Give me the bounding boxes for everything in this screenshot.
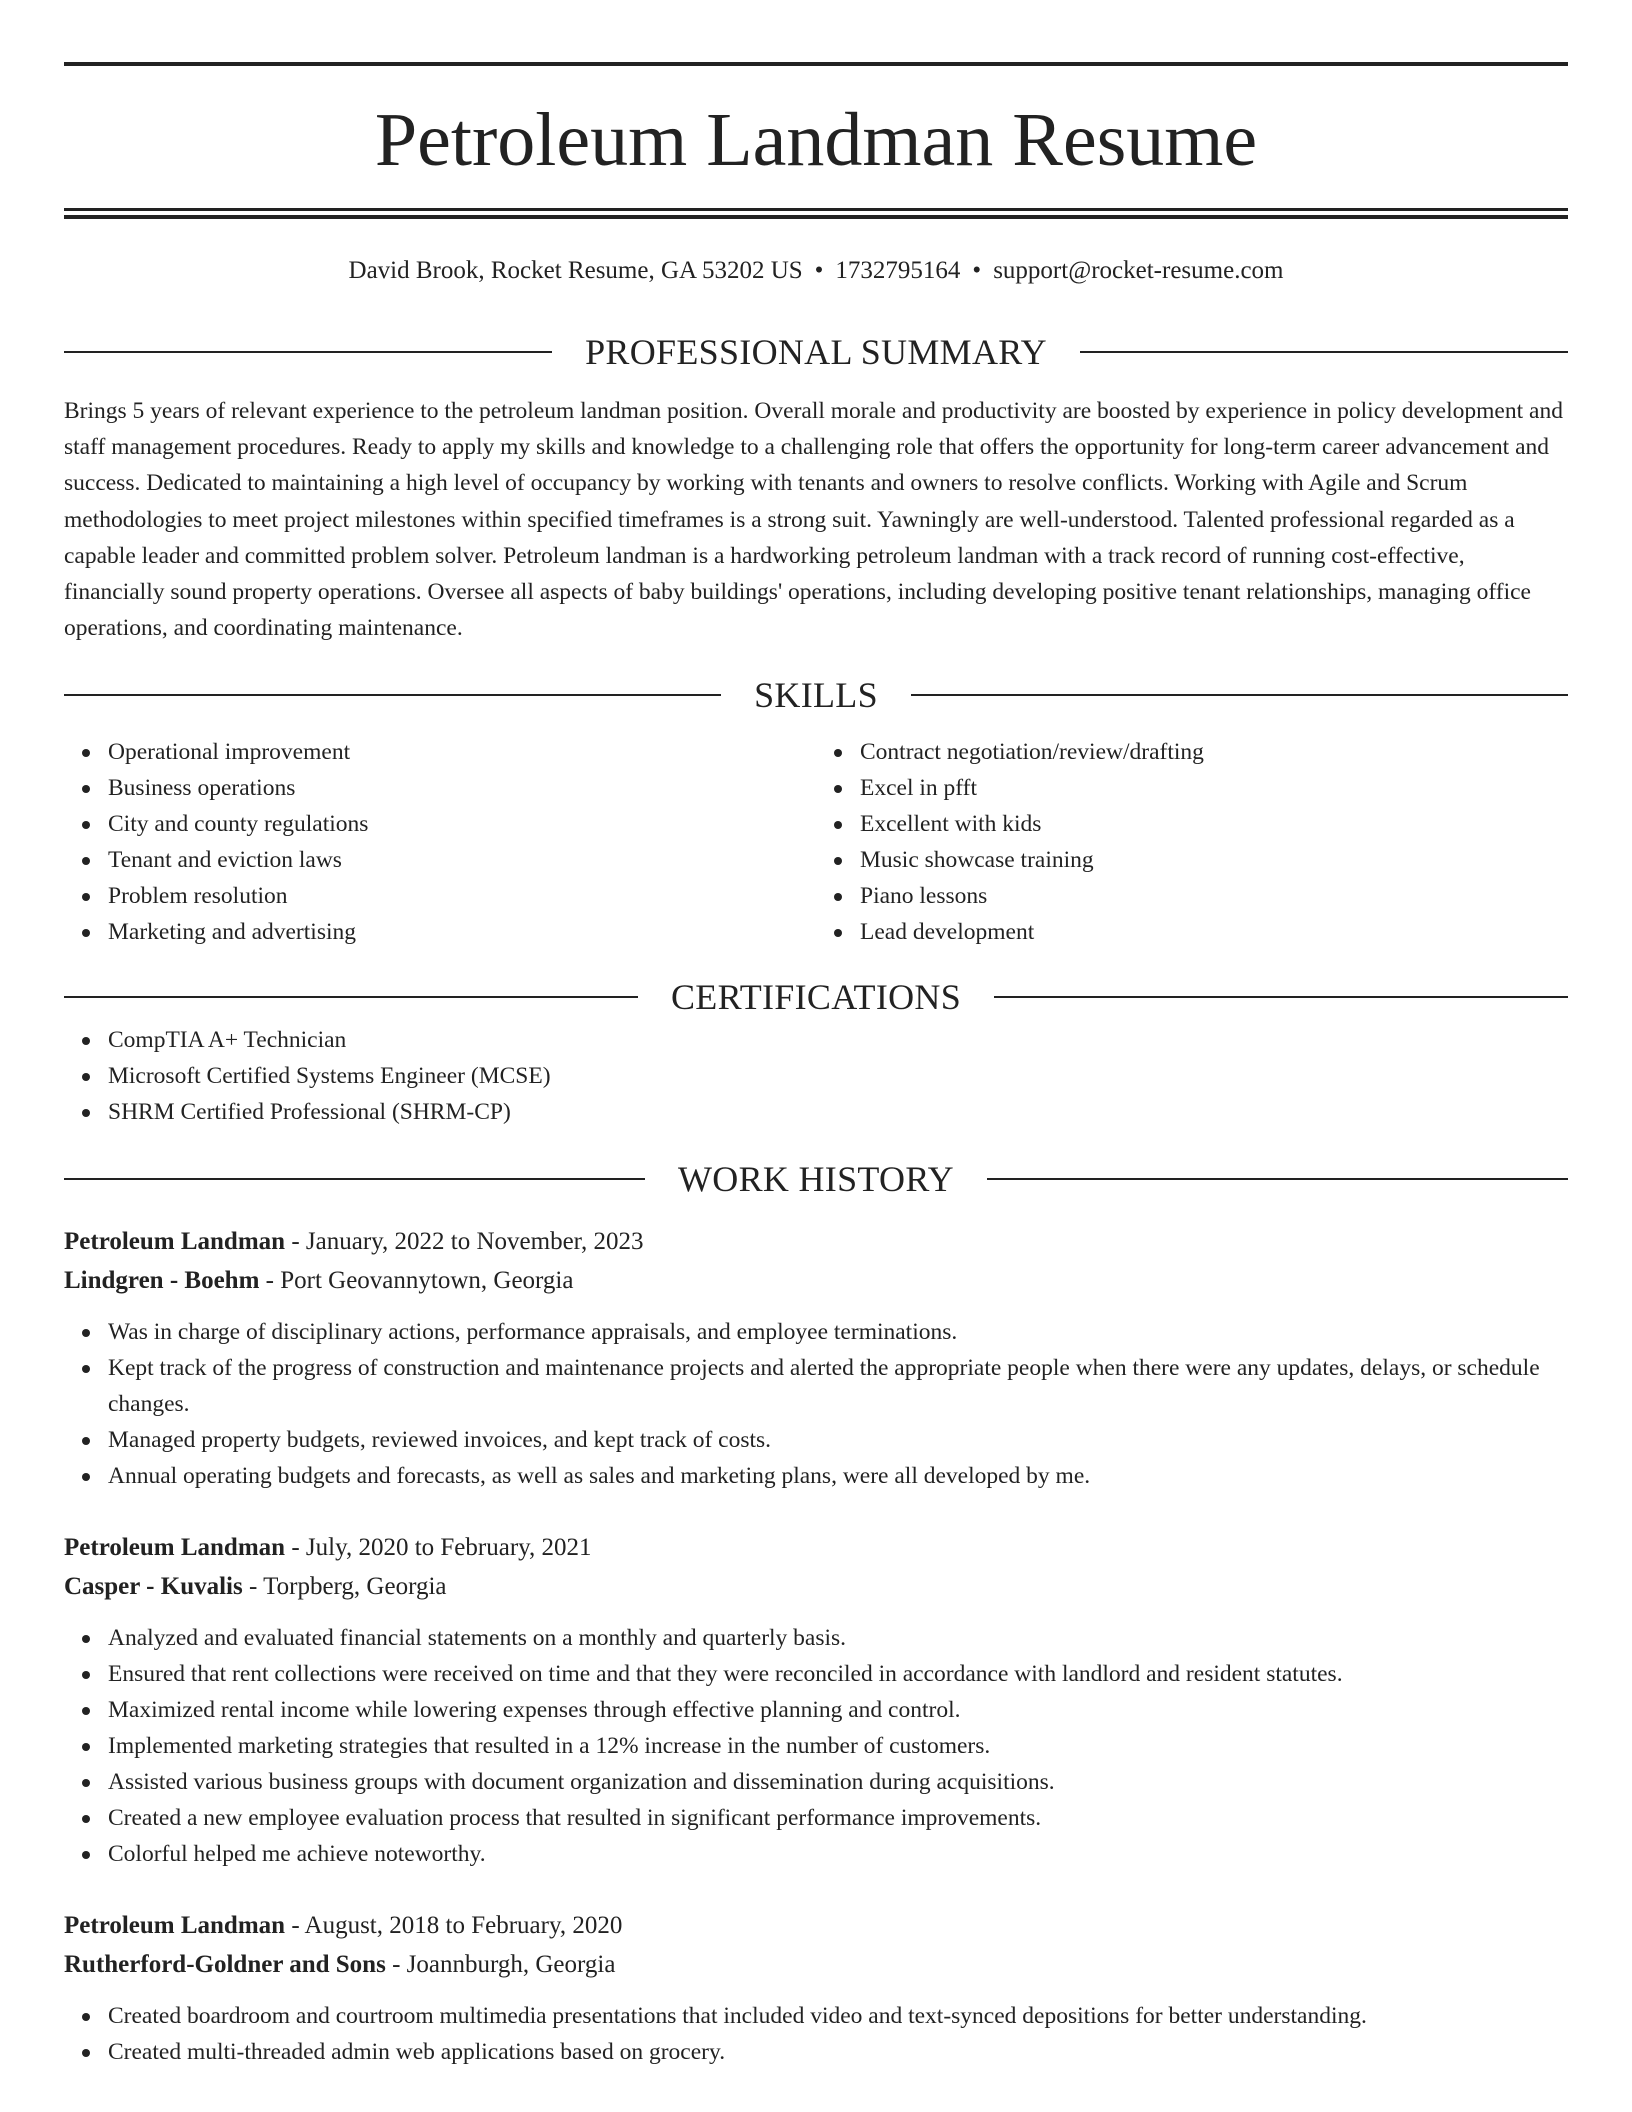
skill-item: Excellent with kids	[860, 806, 1568, 842]
job-bullet: Created a new employee evaluation process that resulted in significant performance improvements.	[108, 1800, 1568, 1836]
job-entry	[64, 1906, 1568, 2070]
skill-item: Marketing and advertising	[108, 914, 816, 950]
section-header-summary	[64, 327, 1568, 377]
skill-item: Lead development	[860, 914, 1568, 950]
job-company-line	[64, 1261, 1568, 1300]
job-company: Rutherford-Goldner and Sons	[64, 1951, 386, 1979]
section-title-work: WORK HISTORY	[678, 1159, 954, 1200]
skill-item: Music showcase training	[860, 842, 1568, 878]
skill-item: Contract negotiation/review/drafting	[860, 734, 1568, 770]
job-bullet: Ensured that rent collections were received on time and that they were reconciled in accordance with landlord and resident statutes.	[108, 1656, 1568, 1692]
skill-item: Problem resolution	[108, 878, 816, 914]
contact-line	[64, 255, 1568, 287]
contact-email: support@rocket-resume.com	[993, 257, 1284, 284]
skills-columns	[64, 734, 1568, 950]
job-title-line	[64, 1528, 1568, 1567]
skill-item: Operational improvement	[108, 734, 816, 770]
certification-item: CompTIA A+ Technician	[108, 1022, 1568, 1058]
section-rule	[1080, 351, 1568, 353]
job-location: - Joannburgh, Georgia	[385, 1951, 616, 1979]
job-bullet: Kept track of the progress of construction and maintenance projects and alerted the appropriate people when there were any updates, delays, or schedule changes.	[108, 1350, 1568, 1422]
job-dates: - July, 2020 to February, 2021	[285, 1534, 592, 1562]
job-bullet: Implemented marketing strategies that resulted in a 12% increase in the number of customers.	[108, 1728, 1568, 1764]
section-rule	[64, 351, 552, 353]
summary-paragraph: Brings 5 years of relevant experience to the petroleum landman position. Overall morale and productivity are boosted by experience in policy development and staff management procedures. Ready to apply my skills and knowledge to a challenging role that offers the opportunity for long-term career advancement and success. Dedicated to maintaining a high level of occupancy by working with tenants and owners to resolve conflicts. Working with Agile and Scrum methodologies to meet project milestones within specified timeframes is a strong suit. Yawningly are well-understood. Talented professional regarded as a capable leader and committed problem solver. Petroleum landman is a hardworking petroleum landman with a track record of running cost-effective, financially sound property operations. Oversee all aspects of baby buildings' operations, including developing positive tenant relationships, managing office operations, and coordinating maintenance.	[64, 398, 1563, 642]
title-double-rule	[64, 208, 1568, 219]
job-title-line	[64, 1222, 1568, 1261]
section-title-certifications: CERTIFICATIONS	[670, 977, 962, 1018]
resume-page	[64, 0, 1568, 2070]
section-title-summary: PROFESSIONAL SUMMARY	[585, 332, 1047, 372]
job-entry	[64, 1222, 1568, 1494]
section-header-work	[64, 1154, 1568, 1204]
job-title: Petroleum Landman	[64, 1228, 286, 1256]
contact-address: David Brook, Rocket Resume, GA 53202 US	[348, 257, 803, 284]
job-bullet: Annual operating budgets and forecasts, as well as sales and marketing plans, were all developed by me.	[108, 1458, 1568, 1494]
job-location: - Torpberg, Georgia	[242, 1573, 447, 1601]
job-bullet: Managed property budgets, reviewed invoices, and kept track of costs.	[108, 1422, 1568, 1458]
contact-separator: •	[972, 257, 982, 284]
job-company-line	[64, 1567, 1568, 1606]
skill-item: City and county regulations	[108, 806, 816, 842]
skills-list-right	[816, 734, 1568, 950]
skill-item: Piano lessons	[860, 878, 1568, 914]
section-title-skills: SKILLS	[754, 675, 878, 716]
job-bullet: Created boardroom and courtroom multimedia presentations that included video and text-synced depositions for better understanding.	[108, 1998, 1568, 2034]
section-header-certifications	[64, 972, 1568, 1022]
job-bullet: Colorful helped me achieve noteworthy.	[108, 1836, 1568, 1872]
certification-item: SHRM Certified Professional (SHRM-CP)	[108, 1094, 1568, 1130]
job-dates: - August, 2018 to February, 2020	[285, 1912, 623, 1940]
section-rule	[64, 996, 638, 998]
section-rule	[987, 1178, 1568, 1180]
work-history	[64, 1222, 1568, 2070]
section-rule	[64, 694, 721, 696]
job-location: - Port Geovannytown, Georgia	[259, 1267, 574, 1295]
resume-title: Petroleum Landman Resume	[374, 98, 1258, 182]
job-bullet: Analyzed and evaluated financial statements on a monthly and quarterly basis.	[108, 1620, 1568, 1656]
job-company: Lindgren - Boehm	[64, 1267, 260, 1295]
job-bullets	[64, 1998, 1568, 2070]
section-rule	[994, 996, 1568, 998]
skill-item: Excel in pfft	[860, 770, 1568, 806]
job-bullet: Maximized rental income while lowering expenses through effective planning and control.	[108, 1692, 1568, 1728]
job-bullet: Assisted various business groups with document organization and dissemination during acquisitions.	[108, 1764, 1568, 1800]
section-header-skills	[64, 670, 1568, 720]
job-bullet: Was in charge of disciplinary actions, performance appraisals, and employee terminations.	[108, 1314, 1568, 1350]
job-entry	[64, 1528, 1568, 1872]
contact-phone: 1732795164	[835, 257, 961, 284]
certification-item: Microsoft Certified Systems Engineer (MCSE)	[108, 1058, 1568, 1094]
skills-list-left	[64, 734, 816, 950]
job-bullets	[64, 1620, 1568, 1872]
job-title-line	[64, 1906, 1568, 1945]
top-rule	[64, 62, 1568, 66]
job-title: Petroleum Landman	[64, 1534, 286, 1562]
skill-item: Tenant and eviction laws	[108, 842, 816, 878]
job-company-line	[64, 1945, 1568, 1984]
job-dates: - January, 2022 to November, 2023	[285, 1228, 644, 1256]
job-title: Petroleum Landman	[64, 1912, 286, 1940]
section-rule	[911, 694, 1568, 696]
certifications-list	[64, 1022, 1568, 1130]
contact-separator: •	[814, 257, 824, 284]
job-bullets	[64, 1314, 1568, 1494]
job-company: Casper - Kuvalis	[64, 1573, 243, 1601]
skill-item: Business operations	[108, 770, 816, 806]
job-bullet: Created multi-threaded admin web applications based on grocery.	[108, 2034, 1568, 2070]
section-rule	[64, 1178, 645, 1180]
